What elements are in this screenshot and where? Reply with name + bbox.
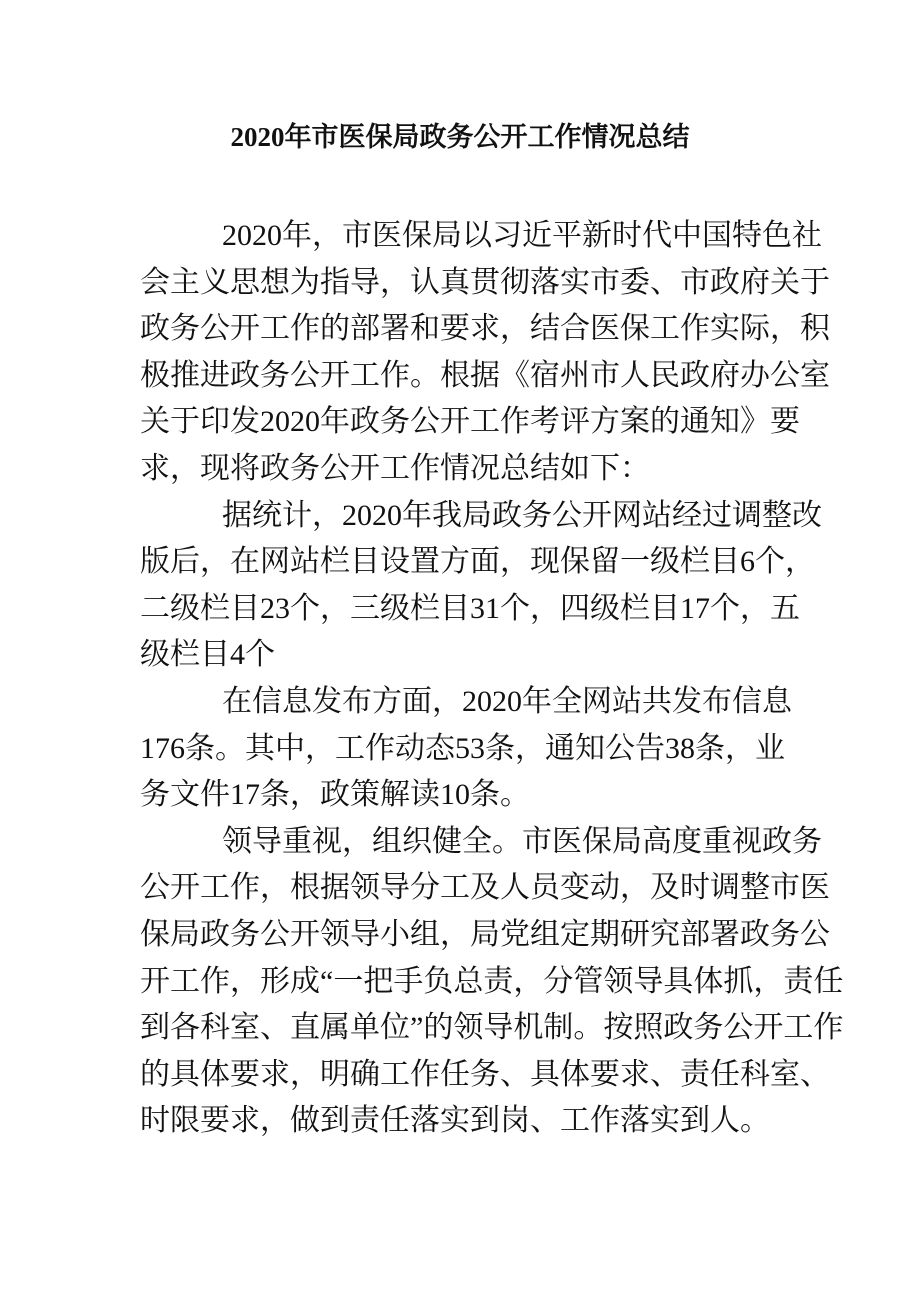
text-line: 会主义思想为指导，认真贯彻落实市委、市政府关于 — [140, 265, 830, 299]
text-line: 二级栏目23个，三级栏目31个，四级栏目17个，五 — [140, 591, 800, 625]
document-body — [140, 213, 844, 1145]
paragraph-intro — [140, 213, 830, 493]
paragraph-leadership — [140, 819, 844, 1145]
text-line: 关于印发2020年政务公开工作考评方案的通知》要 — [140, 405, 800, 439]
paragraph-website-columns — [140, 493, 822, 679]
text-line: 在信息发布方面，2020年全网站共发布信息 — [222, 684, 792, 718]
text-line: 极推进政务公开工作。根据《宿州市人民政府办公室 — [140, 358, 830, 392]
text-line: 公开工作，根据领导分工及人员变动，及时调整市医 — [140, 871, 830, 905]
text-line: 求，现将政务公开工作情况总结如下： — [140, 451, 650, 485]
text-line: 2020年，市医保局以习近平新时代中国特色社 — [222, 219, 822, 252]
paragraph-information-release — [140, 679, 792, 819]
text-line: 据统计，2020年我局政务公开网站经过调整改 — [222, 498, 822, 532]
text-line: 到各科室、直属单位”的领导机制。按照政务公开工作 — [140, 1011, 844, 1045]
document-title: 2020年市医保局政务公开工作情况总结 — [230, 122, 690, 152]
text-line: 保局政务公开领导小组，局党组定期研究部署政务公 — [140, 917, 830, 951]
text-line: 版后，在网站栏目设置方面，现保留一级栏目6个， — [140, 545, 815, 579]
text-line: 级栏目4个 — [140, 638, 275, 672]
text-line: 领导重视，组织健全。市医保局高度重视政务 — [222, 824, 822, 858]
text-line: 的具体要求，明确工作任务、具体要求、责任科室、 — [140, 1057, 830, 1091]
text-line: 时限要求，做到责任落实到岗、工作落实到人。 — [140, 1104, 770, 1138]
text-line: 政务公开工作的部署和要求，结合医保工作实际，积 — [140, 312, 830, 346]
text-line: 务文件17条，政策解读10条。 — [140, 778, 530, 812]
text-line: 176条。其中，工作动态53条，通知公告38条，业 — [140, 731, 785, 765]
text-line: 开工作，形成“一把手负总责，分管领导具体抓，责任 — [140, 964, 844, 998]
